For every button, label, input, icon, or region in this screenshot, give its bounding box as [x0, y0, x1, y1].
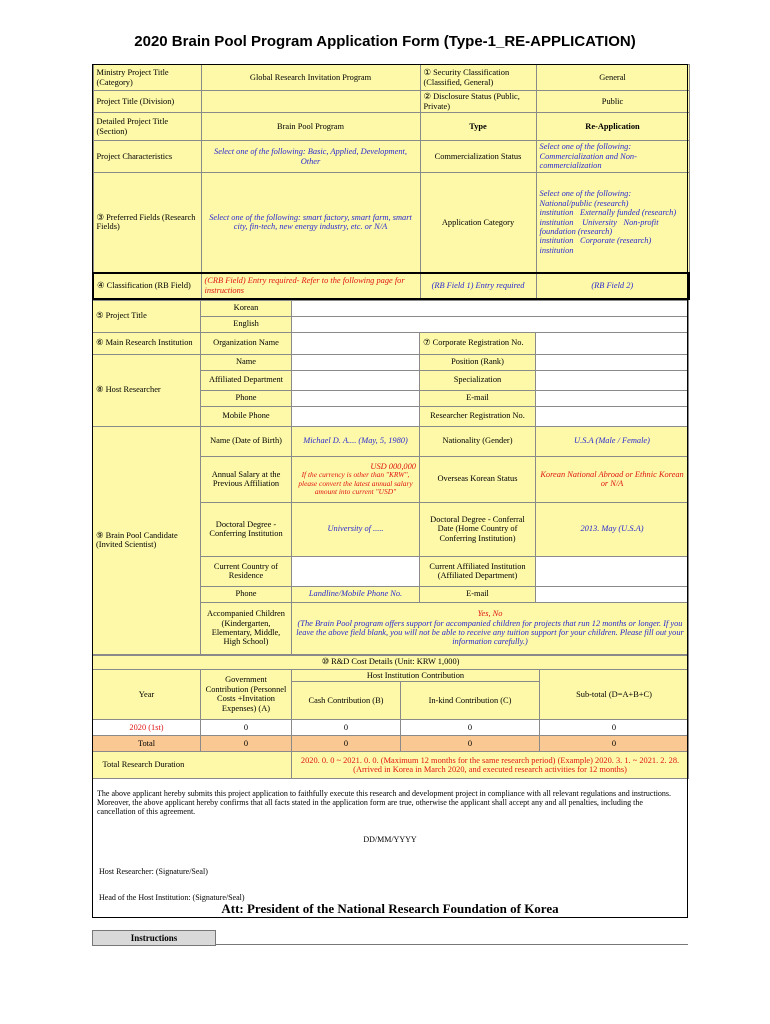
- detailed-title-label: Detailed Project Title (Section): [93, 113, 201, 141]
- subtotal-header: Sub-total (D=A+B+C): [540, 669, 689, 719]
- candidate-email-label: E-mail: [420, 586, 536, 602]
- instructions-divider: [216, 944, 688, 945]
- application-form: [92, 64, 688, 779]
- doctoral-institution-label: Doctoral Degree - Conferring Institution: [201, 502, 292, 556]
- host-mobile-label: Mobile Phone: [201, 406, 292, 426]
- research-duration-label:  Total Research Duration: [93, 751, 292, 778]
- cost-table: [92, 655, 689, 779]
- preferred-fields-label: ③ Preferred Fields (Research Fields): [93, 173, 201, 273]
- english-label: English: [201, 316, 292, 332]
- application-category-value[interactable]: Select one of the following: National/public (research) institution Externally funded (research) institution  University Non-profit foundation (research) institution Corporate (research) institution: [536, 173, 689, 273]
- host-contribution-header: Host Institution Contribution: [292, 669, 540, 681]
- application-category-label: Application Category: [420, 173, 536, 273]
- cost-a-1[interactable]: 0: [201, 719, 292, 735]
- cost-year-1: 2020 (1st): [93, 719, 201, 735]
- candidate-label: ⑨ Brain Pool Candidate (Invited Scientist): [93, 426, 201, 654]
- form-table-middle: [92, 300, 689, 655]
- cost-c-1[interactable]: 0: [401, 719, 540, 735]
- doctoral-date-value[interactable]: 2013. May (U.S.A): [536, 502, 689, 556]
- nationality-value[interactable]: U.S.A (Male / Female): [536, 426, 689, 456]
- host-department-label: Affiliated Department: [201, 370, 292, 390]
- table-row: [93, 735, 689, 751]
- organization-name-label: Organization Name: [201, 332, 292, 354]
- declaration-statement: The above applicant hereby submits this project application to faithfully execute this research and development project in compliance with all relevant regulations and instructions. Moreover, the above applicant hereby confirms that all facts stated in the application form are true, otherwise the applicant shall accept any and all penalties, including the cancellation of this agreement.: [97, 789, 672, 816]
- host-department-value[interactable]: [292, 370, 420, 390]
- salary-note: If the currency is other than "KRW", please convert the latest annual salary amount into current "USD": [298, 470, 413, 496]
- doctoral-date-label: Doctoral Degree - Conferral Date (Home Country of Conferring Institution): [420, 502, 536, 556]
- declaration-section: [93, 790, 687, 903]
- candidate-name-label: Name (Date of Birth): [201, 426, 292, 456]
- overseas-korean-value[interactable]: Korean National Abroad or Ethnic Korean or N/A: [536, 456, 689, 502]
- cost-header: ⑩ R&D Cost Details (Unit: KRW 1,000): [93, 655, 689, 669]
- english-title-value[interactable]: [292, 316, 689, 332]
- ministry-value[interactable]: Global Research Invitation Program: [201, 65, 420, 91]
- organization-name-value[interactable]: [292, 332, 420, 354]
- salary-value[interactable]: [292, 456, 420, 502]
- cost-b-1[interactable]: 0: [292, 719, 401, 735]
- nationality-label: Nationality (Gender): [420, 426, 536, 456]
- children-note: (The Brain Pool program offers support for accompanied children for projects that run 12 months or longer. If you leave the above field blank, you will not be able to receive any tuition support for your children. Please fill out your information carefully.): [296, 618, 684, 647]
- korean-title-value[interactable]: [292, 300, 689, 316]
- host-name-value[interactable]: [292, 354, 420, 370]
- korean-label: Korean: [201, 300, 292, 316]
- current-affiliation-label: Current Affiliated Institution (Affiliated Department): [420, 556, 536, 586]
- corporate-registration-label: ⑦ Corporate Registration No.: [420, 332, 536, 354]
- cash-contribution-header: Cash Contribution (B): [292, 681, 401, 719]
- commercialization-label: Commercialization Status: [420, 141, 536, 173]
- researcher-registration-value[interactable]: [536, 406, 689, 426]
- cost-total-a: 0: [201, 735, 292, 751]
- host-phone-value[interactable]: [292, 390, 420, 406]
- detailed-title-value[interactable]: Brain Pool Program: [201, 113, 420, 141]
- head-institution-signature[interactable]: Head of the Host Institution: (Signature/Seal): [99, 892, 245, 902]
- disclosure-label: ② Disclosure Status (Public, Private): [420, 91, 536, 113]
- commercialization-value[interactable]: Select one of the following: Commercialization and Non-commercialization: [536, 141, 689, 173]
- host-email-value[interactable]: [536, 390, 689, 406]
- host-name-label: Name: [201, 354, 292, 370]
- host-specialization-label: Specialization: [420, 370, 536, 390]
- doctoral-institution-value[interactable]: University of .....: [292, 502, 420, 556]
- year-header: Year: [93, 669, 201, 719]
- research-duration-value[interactable]: 2020. 0. 0 ~ 2021. 0. 0. (Maximum 12 months for the same research period) (Example) 2020. 3. 1. ~ 2021. 2. 28. (Arrived in Korea in March 2020, and executed research activities for 12 months): [292, 751, 689, 778]
- security-value[interactable]: General: [536, 65, 689, 91]
- candidate-phone-value[interactable]: Landline/Mobile Phone No.: [292, 586, 420, 602]
- cost-total-label: Total: [93, 735, 201, 751]
- children-choice: Yes, No: [477, 609, 503, 619]
- corporate-registration-value[interactable]: [536, 332, 689, 354]
- cost-total-c: 0: [401, 735, 540, 751]
- candidate-phone-label: Phone: [201, 586, 292, 602]
- children-value[interactable]: [292, 602, 689, 654]
- overseas-korean-label: Overseas Korean Status: [420, 456, 536, 502]
- inkind-contribution-header: In-kind Contribution (C): [401, 681, 540, 719]
- researcher-registration-label: Researcher Registration No.: [420, 406, 536, 426]
- government-contribution-header: Government Contribution (Personnel Costs +Invitation Expenses) (A): [201, 669, 292, 719]
- type-value[interactable]: Re-Application: [536, 113, 689, 141]
- salary-amount: USD 000,000: [370, 461, 416, 471]
- project-title-label: Project Title (Division): [93, 91, 201, 113]
- candidate-name-value[interactable]: Michael D. A.... (May, 5, 1980): [292, 426, 420, 456]
- host-position-label: Position (Rank): [420, 354, 536, 370]
- characteristics-value[interactable]: Select one of the following: Basic, Applied, Development, Other: [201, 141, 420, 173]
- children-label: Accompanied Children (Kindergarten, Elementary, Middle, High School): [201, 602, 292, 654]
- cost-total-b: 0: [292, 735, 401, 751]
- rb-field-1[interactable]: (RB Field 1) Entry required: [420, 273, 536, 299]
- host-researcher-label: ⑧ Host Researcher: [93, 354, 201, 426]
- cost-total-d: 0: [540, 735, 689, 751]
- host-position-value[interactable]: [536, 354, 689, 370]
- residence-country-label: Current Country of Residence: [201, 556, 292, 586]
- instructions-tab[interactable]: Instructions: [92, 930, 216, 946]
- rb-field-2[interactable]: (RB Field 2): [536, 273, 689, 299]
- current-affiliation-value[interactable]: [536, 556, 689, 586]
- project-title-section-label: ⑤ Project Title: [93, 300, 201, 332]
- host-phone-label: Phone: [201, 390, 292, 406]
- residence-country-value[interactable]: [292, 556, 420, 586]
- table-row: [93, 719, 689, 735]
- host-email-label: E-mail: [420, 390, 536, 406]
- ministry-label: Ministry Project Title (Category): [93, 65, 201, 91]
- attention-line: Att: President of the National Research Foundation of Korea: [221, 901, 559, 916]
- classification-label: ④ Classification (RB Field): [93, 273, 201, 299]
- type-label: Type: [420, 113, 536, 141]
- characteristics-label: Project Characteristics: [93, 141, 201, 173]
- disclosure-value[interactable]: Public: [536, 91, 689, 113]
- form-table-top: [92, 64, 690, 300]
- host-researcher-signature[interactable]: Host Researcher: (Signature/Seal): [99, 867, 208, 877]
- page-title: 2020 Brain Pool Program Application Form (Type-1_RE-APPLICATION): [134, 33, 636, 50]
- crb-field[interactable]: (CRB Field) Entry required- Refer to the following page for instructions: [201, 273, 420, 299]
- cost-d-1: 0: [540, 719, 689, 735]
- candidate-email-value[interactable]: [536, 586, 689, 602]
- salary-label: Annual Salary at the Previous Affiliation: [201, 456, 292, 502]
- project-title-value[interactable]: [201, 91, 420, 113]
- host-mobile-value[interactable]: [292, 406, 420, 426]
- date-field[interactable]: DD/MM/YYYY: [363, 835, 417, 845]
- security-label: ① Security Classification (Classified, General): [420, 65, 536, 91]
- host-specialization-value[interactable]: [536, 370, 689, 390]
- main-institution-label: ⑥ Main Research Institution: [93, 332, 201, 354]
- preferred-fields-value[interactable]: Select one of the following: smart factory, smart farm, smart city, fin-tech, new energy industry, etc. or N/A: [201, 173, 420, 273]
